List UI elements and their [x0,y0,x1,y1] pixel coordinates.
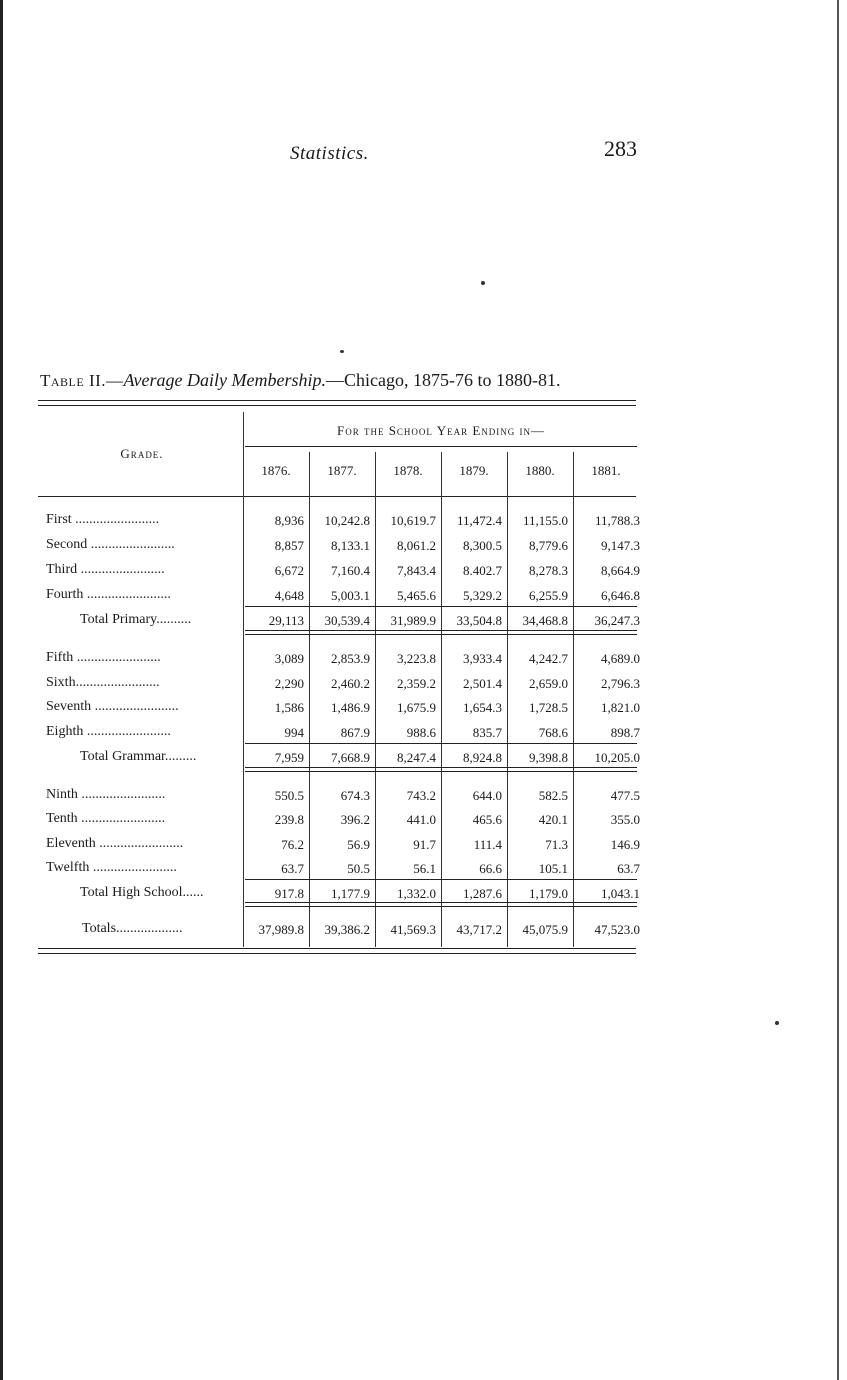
table-cell: 2,796.3 [601,676,640,691]
table-cell: 898.7 [610,725,640,740]
grade-row-label: Eighth ........................ [46,724,171,739]
table-cell: 11,788.3 [594,513,640,528]
table-cell: 420.1 [538,812,568,827]
year-header: 1876. [261,463,291,478]
table-cell: 1,821.0 [601,700,640,715]
table-cell: 11,155.0 [522,513,568,528]
table-cell: 1,287.6 [463,886,502,901]
year-header: 1879. [459,463,489,478]
table-cell: 5,003.1 [331,588,370,603]
table-top-rule [38,400,636,401]
table-cell: 63.7 [617,861,640,876]
table-cell: 1,586 [274,700,304,715]
table-cell: 8,936 [274,513,304,528]
column-rule [573,452,574,947]
total-row-label: Total High School...... [80,885,204,900]
table-cell: 465.6 [472,812,502,827]
table-cell: 37,989.8 [258,922,304,937]
table-cell: 743.2 [406,788,436,803]
table-cell: 2,359.2 [397,676,436,691]
table-cell: 674.3 [340,788,370,803]
table-cell: 6,255.9 [529,588,568,603]
table-cell: 30,539.4 [324,613,370,628]
table-cell: 5,465.6 [397,588,436,603]
table-cell: 1,043.1 [601,886,640,901]
table-cell: 6,646.8 [601,588,640,603]
subtotal-rule [245,743,637,744]
grade-row-label: Seventh ........................ [46,699,179,714]
table-cell: 47,523.0 [594,922,640,937]
table-cell: 111.4 [473,837,502,852]
table-cell: 988.6 [406,725,436,740]
year-header: 1880. [525,463,555,478]
table-cell: 477.5 [610,788,640,803]
table-cell: 63.7 [281,861,304,876]
table-cell: 8,857 [274,538,304,553]
table-cell: 10,242.8 [324,513,370,528]
table-cell: 1,654.3 [463,700,502,715]
year-header: 1877. [327,463,357,478]
table-caption [40,370,560,391]
grade-row-label: Tenth ........................ [46,811,166,826]
table-cell: 1,728.5 [529,700,568,715]
table-cell: 39,386.2 [324,922,370,937]
table-cell: 768.6 [538,725,568,740]
table-cell: 7,959 [274,750,304,765]
table-cell: 56.9 [347,837,370,852]
subtotal-double-rule [245,771,637,772]
grade-row-label: Second ........................ [46,537,175,552]
table-cell: 31,989.9 [390,613,436,628]
table-cell: 1,675.9 [397,700,436,715]
table-cell: 71.3 [545,837,568,852]
table-cell: 8,133.1 [331,538,370,553]
school-year-header: For the School Year Ending in— [336,423,546,438]
table-cell: 835.7 [472,725,502,740]
grade-row-label: Fifth ........................ [46,650,161,665]
subtotal-double-rule [245,634,637,635]
table-bottom-rule [38,953,636,954]
table-cell: 8,779.6 [529,538,568,553]
header-bottom-rule [38,496,636,497]
table-cell: 1,486.9 [331,700,370,715]
table-cell: 2,290 [274,676,304,691]
table-cell: 8,924.8 [463,750,502,765]
table-cell: 396.2 [340,812,370,827]
table-cell: 8,664.9 [601,563,640,578]
table-cell: 8,061.2 [397,538,436,553]
caption-title: Average Daily Membership. [123,370,326,390]
table-cell: 4,648 [274,588,304,603]
subtotal-double-rule [245,906,637,907]
total-row-label: Totals................... [82,921,183,936]
table-cell: 2,659.0 [529,676,568,691]
year-header: 1878. [393,463,423,478]
table-cell: 644.0 [472,788,502,803]
table-cell: 146.9 [610,837,640,852]
table-cell: 105.1 [538,861,568,876]
table-cell: 4,689.0 [601,651,640,666]
table-cell: 7,668.9 [331,750,370,765]
table-cell: 867.9 [340,725,370,740]
grade-row-label: Fourth ........................ [46,587,171,602]
table-cell: 91.7 [413,837,436,852]
table-cell: 441.0 [406,812,436,827]
table-cell: 7,843.4 [397,563,436,578]
table-cell: 3,933.4 [463,651,502,666]
page-number: 283 [604,136,637,161]
grade-row-label: Third ........................ [46,562,165,577]
ink-speck [775,1021,779,1025]
table-cell: 582.5 [538,788,568,803]
total-row-label: Total Grammar......... [80,749,197,764]
page-left-edge [0,0,3,1380]
table-cell: 33,504.8 [456,613,502,628]
table-cell: 994 [284,725,304,740]
grade-column-header: Grade. [120,446,164,461]
table-cell: 41,569.3 [390,922,436,937]
table-bottom-rule [38,948,636,949]
table-cell: 34,468.8 [522,613,568,628]
table-cell: 5,329.2 [463,588,502,603]
grade-row-label: Eleventh ........................ [46,836,184,851]
table-cell: 36,247.3 [594,613,640,628]
table-cell: 50.5 [347,861,370,876]
table-cell: 9,147.3 [601,538,640,553]
table-cell: 66.6 [479,861,502,876]
table-cell: 355.0 [610,812,640,827]
ink-speck [481,281,485,285]
table-cell: 29,113 [268,613,304,628]
subtotal-rule [245,606,637,607]
table-cell: 8.402.7 [463,563,502,578]
table-cell: 239.8 [274,812,304,827]
page-right-edge [837,0,839,1380]
running-title: Statistics. [290,143,369,164]
table-cell: 10,619.7 [390,513,436,528]
table-cell: 1,177.9 [331,886,370,901]
subtotal-double-rule [245,902,637,903]
grade-row-label: Ninth ........................ [46,787,166,802]
table-top-rule [38,405,636,406]
year-header: 1881. [591,463,621,478]
table-cell: 7,160.4 [331,563,370,578]
table-cell: 43,717.2 [456,922,502,937]
total-row-label: Total Primary.......... [80,612,192,627]
grade-row-label: First ........................ [46,512,160,527]
table-cell: 56.1 [413,861,436,876]
caption-rest: —Chicago, 1875-76 to 1880-81. [326,370,561,390]
table-cell: 8,247.4 [397,750,436,765]
table-cell: 1,332.0 [397,886,436,901]
table-cell: 3,223.8 [397,651,436,666]
table-cell: 6,672 [274,563,304,578]
table-cell: 2,460.2 [331,676,370,691]
table-cell: 76.2 [281,837,304,852]
ink-speck [340,350,344,353]
subtotal-double-rule [245,767,637,768]
table-cell: 2,853.9 [331,651,370,666]
grade-row-label: Sixth........................ [46,675,160,690]
subtotal-double-rule [245,630,637,631]
table-cell: 4,242.7 [529,651,568,666]
table-cell: 1,179.0 [529,886,568,901]
table-cell: 10,205.0 [594,750,640,765]
grade-row-label: Twelfth ........................ [46,860,177,875]
table-cell: 550.5 [274,788,304,803]
subtotal-rule [245,879,637,880]
table-cell: 2,501.4 [463,676,502,691]
table-cell: 8,278.3 [529,563,568,578]
table-cell: 3,089 [274,651,304,666]
table-cell: 11,472.4 [456,513,502,528]
year-header-rule [245,446,637,447]
table-cell: 9,398.8 [529,750,568,765]
table-cell: 917.8 [274,886,304,901]
table-cell: 45,075.9 [522,922,568,937]
caption-label: Table II.— [40,371,124,390]
table-cell: 8,300.5 [463,538,502,553]
